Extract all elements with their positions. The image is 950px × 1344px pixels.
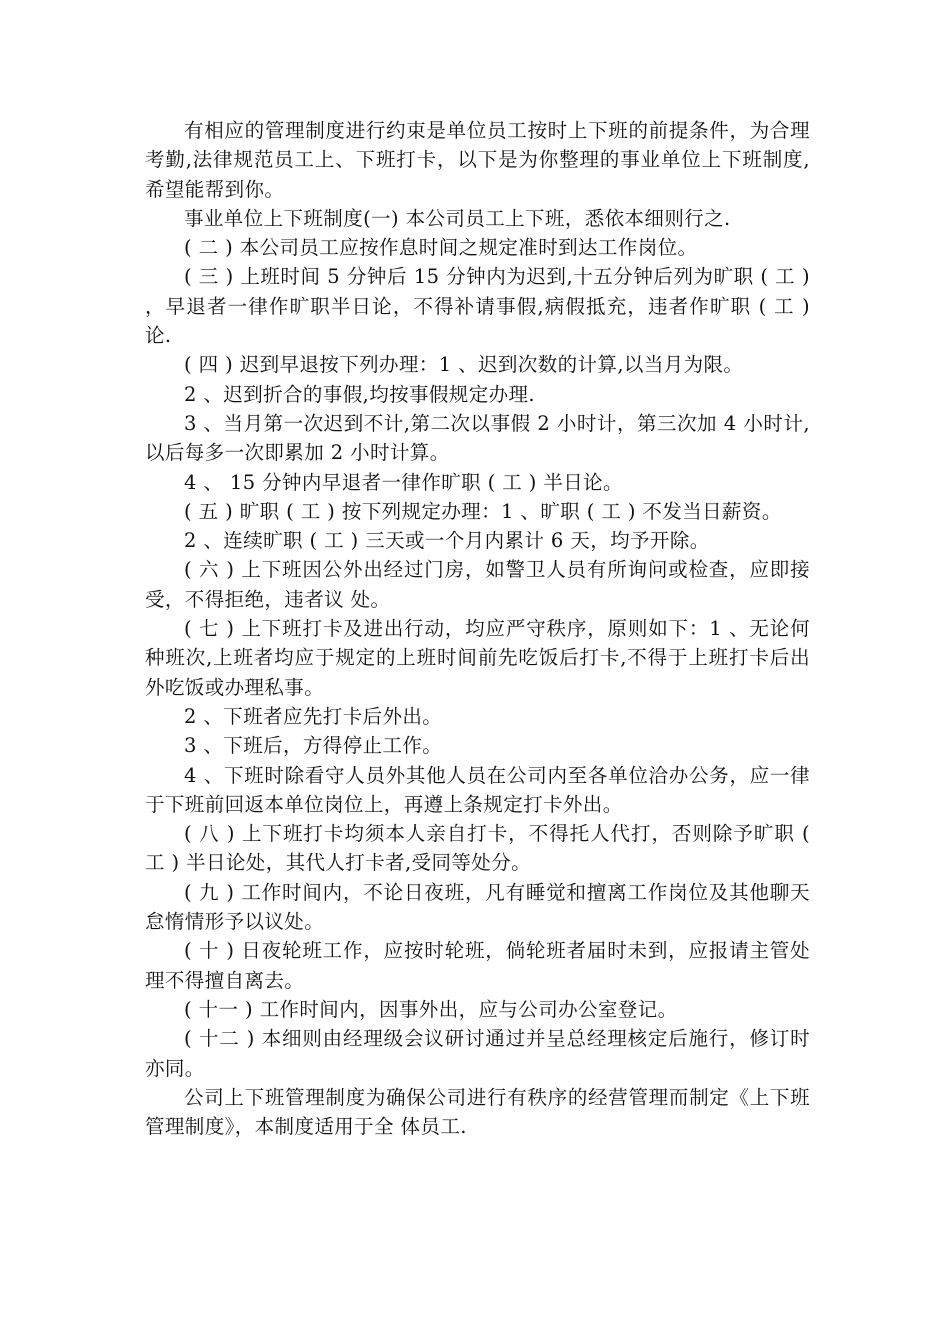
rule-5-paragraph: ( 五 ) 旷职 ( 工 ) 按下列规定办理：1 、旷职 ( 工 ) 不发当日薪资。 [184,499,782,523]
intro-paragraph: 有相应的管理制度进行约束是单位员工按时上下班的前提条件，为合理考勤,法律规范员工上、下班打卡，以下是为你整理的事业单位上下班制度,希望能帮到你。 [145,119,810,201]
rule-3-paragraph: ( 三 ) 上班时间 5 分钟后 15 分钟内为迟到,十五分钟后列为旷职 ( 工 ) ，早退者一律作旷职半日论，不得补请事假,病假抵充，违者作旷职 ( 工 ) 论. [145,265,810,348]
rule-5-item-2: 2 、连续旷职 ( 工 ) 三天或一个月内累计 6 天，均予开除。 [184,529,710,553]
rule-2-paragraph: ( 二 ) 本公司员工应按作息时间之规定准时到达工作岗位。 [184,236,698,260]
rule-1-paragraph: 事业单位上下班制度(一) 本公司员工上下班，悉依本细则行之. [184,206,731,230]
rule-8-paragraph: ( 八 ) 上下班打卡均须本人亲自打卡，不得托人代打，否则除予旷职 ( 工 ) 半日论处，其代人打卡者,受同等处分。 [145,822,810,875]
rule-4-item-3: 3 、当月第一次迟到不计,第二次以事假 2 小时计，第三次加 4 小时计,以后每多一次即累加 2 小时计算。 [145,411,810,465]
rule-12-paragraph: ( 十二 ) 本细则由经理级会议研讨通过并呈总经理核定后施行，修订时亦同。 [145,1027,810,1080]
rule-7-item-2: 2 、下班者应先打卡后外出。 [184,704,443,728]
rule-10-paragraph: ( 十 ) 日夜轮班工作，应按时轮班，倘轮班者届时未到，应报请主管处理不得擅自离去。 [145,939,810,992]
closing-paragraph: 公司上下班管理制度为确保公司进行有秩序的经营管理而制定《上下班管理制度》，本制度适用于全 体员工. [145,1085,810,1139]
rule-11-paragraph: ( 十一 ) 工作时间内，因事外出，应与公司办公室登记。 [184,997,678,1021]
rule-9-paragraph: ( 九 ) 工作时间内，不论日夜班，凡有睡觉和擅离工作岗位及其他聊天怠惰情形予以议处。 [145,880,810,934]
rule-4-paragraph: ( 四 ) 迟到早退按下列办理：1 、迟到次数的计算,以当月为限。 [184,353,744,377]
rule-7-item-4: 4 、下班时除看守人员外其他人员在公司内至各单位洽办公务，应一律于下班前回返本单位岗位上，再遵上条规定打卡外出。 [145,763,810,816]
rule-6-paragraph: ( 六 ) 上下班因公外出经过门房，如警卫人员有所询问或检查，应即接受，不得拒绝，违者议 处。 [145,558,810,611]
rule-4-item-4: 4 、 15 分钟内早退者一律作旷职 ( 工 ) 半日论。 [184,470,623,494]
rule-7-paragraph: ( 七 ) 上下班打卡及进出行动，均应严守秩序，原则如下：1 、无论何种班次,上班者均应于规定的上班时间前先吃饭后打卡,不得于上班打卡后出外吃饭或办理私事。 [145,617,810,699]
rule-4-item-2: 2 、迟到折合的事假,均按事假规定办理. [184,382,536,406]
document-body [145,116,810,1141]
rule-7-item-3: 3 、下班后，方得停止工作。 [184,734,443,758]
